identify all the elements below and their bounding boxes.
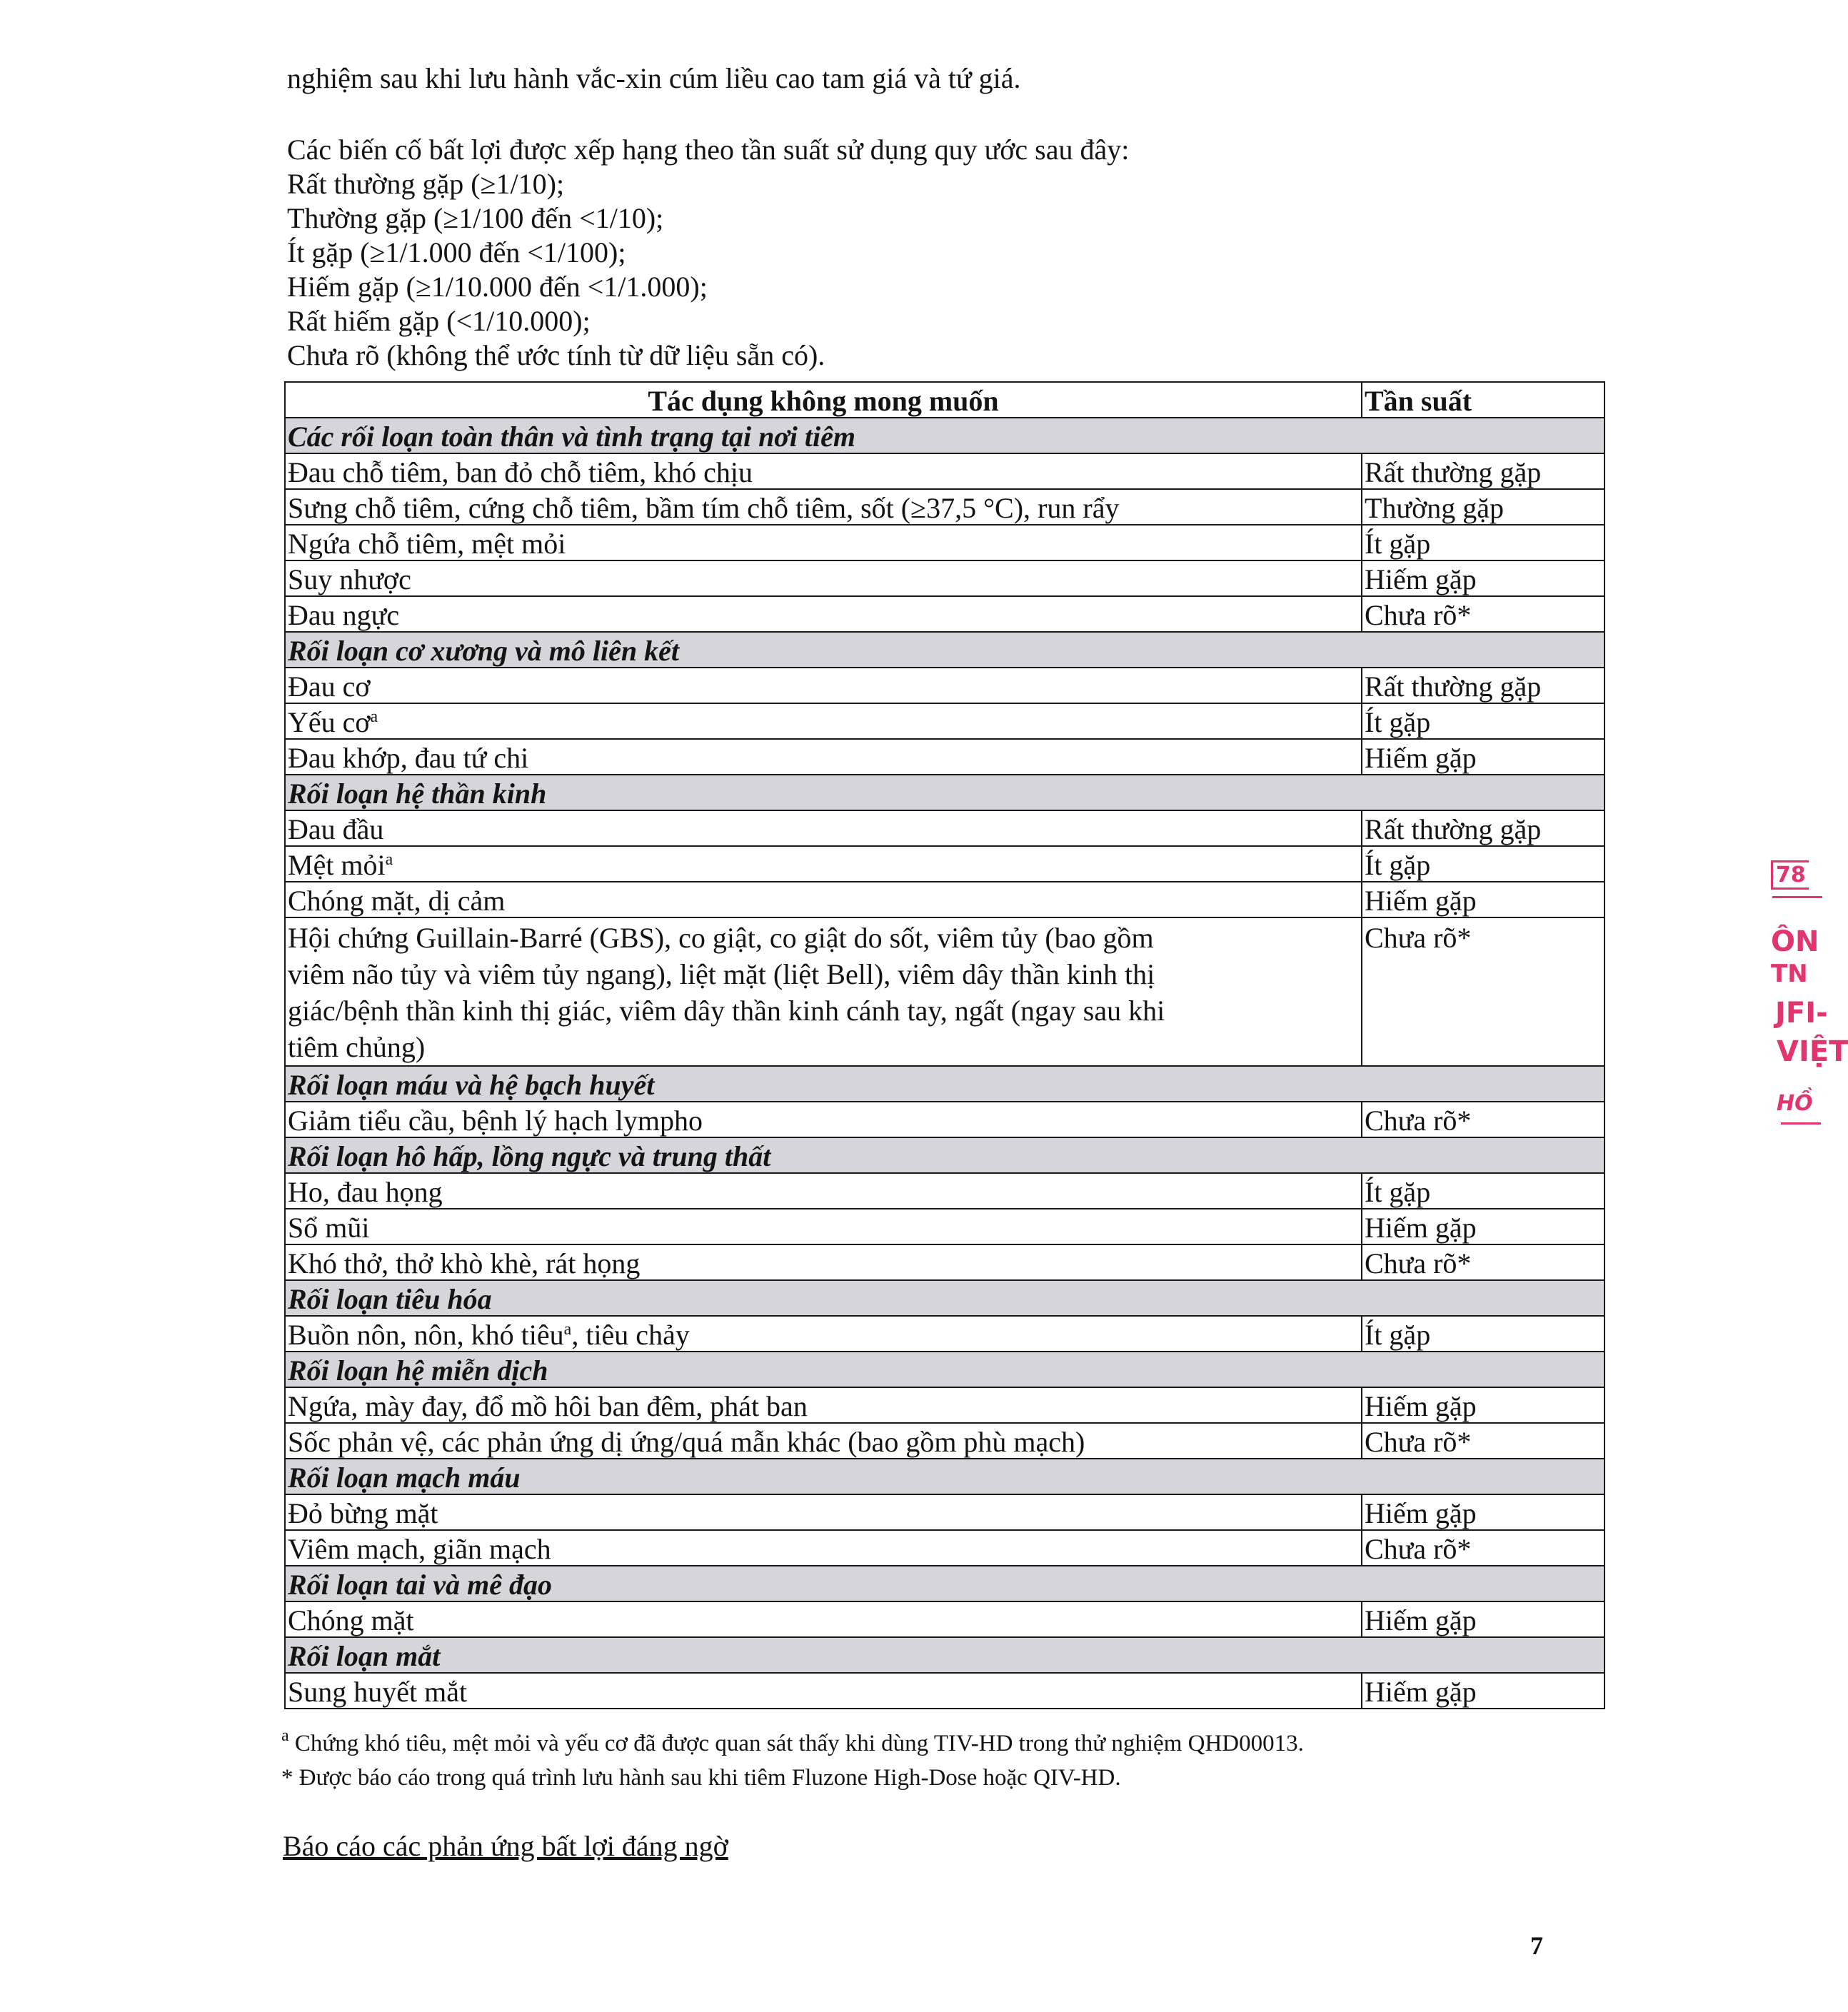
- table-row: [285, 668, 1605, 703]
- footnote-a-text: Chứng khó tiêu, mệt mỏi và yếu cơ đã được quan sát thấy khi dùng TIV-HD trong thử nghiệm QHD00013.: [288, 1731, 1304, 1756]
- frequency-cell: Hiếm gặp: [1362, 1494, 1605, 1530]
- effect-cell: [285, 668, 1362, 703]
- category-heading: Rối loạn mắt: [285, 1637, 1605, 1673]
- effect-text: Đỏ bừng mặt: [288, 1497, 438, 1529]
- frequency-definition: Chưa rõ (không thể ước tính từ dữ liệu sẵn có).: [287, 339, 825, 371]
- footnote-marker: a: [563, 1320, 572, 1339]
- frequency-convention: [287, 133, 1129, 373]
- effect-text: Khó thở, thở khò khè, rát họng: [288, 1247, 641, 1279]
- stamp-fragment-6: HỒ: [1777, 1091, 1813, 1116]
- frequency-cell: Ít gặp: [1362, 1316, 1605, 1352]
- table-row: [285, 1209, 1605, 1244]
- effect-cell: [285, 739, 1362, 775]
- effect-text: Đau đầu: [288, 813, 384, 845]
- effect-cell: [285, 1244, 1362, 1280]
- effect-text-line: viêm não tủy và viêm tủy ngang), liệt mặt (liệt Bell), viêm dây thần kinh thị: [288, 958, 1155, 990]
- table-row: [285, 453, 1605, 489]
- category-row: [285, 632, 1605, 668]
- page-number: 7: [1530, 1931, 1543, 1960]
- category-heading: Rối loạn mạch máu: [285, 1459, 1605, 1494]
- stamp-fragment-5: VIỆT: [1777, 1035, 1848, 1068]
- category-heading: Rối loạn máu và hệ bạch huyết: [285, 1066, 1605, 1102]
- effect-text: Sổ mũi: [288, 1212, 370, 1244]
- frequency-definition: Rất hiếm gặp (<1/10.000);: [287, 305, 591, 337]
- category-heading: Rối loạn tai và mê đạo: [285, 1566, 1605, 1601]
- frequency-definition: Ít gặp (≥1/1.000 đến <1/100);: [287, 236, 626, 268]
- table-row: [285, 1173, 1605, 1209]
- effect-text: Ngứa chỗ tiêm, mệt mỏi: [288, 528, 566, 560]
- effect-text: Đau chỗ tiêm, ban đỏ chỗ tiêm, khó chịu: [288, 456, 753, 488]
- table-row: [285, 846, 1605, 882]
- effect-cell: [285, 1102, 1362, 1137]
- frequency-cell: Chưa rõ*: [1362, 1530, 1605, 1566]
- effect-cell: [285, 1494, 1362, 1530]
- frequency-intro: Các biến cố bất lợi được xếp hạng theo tần suất sử dụng quy ước sau đây:: [287, 134, 1130, 166]
- effect-text-line: tiêm chủng): [288, 1031, 426, 1063]
- category-row: [285, 1566, 1605, 1601]
- effect-text-line: Hội chứng Guillain-Barré (GBS), co giật, co giật do sốt, viêm tủy (bao gồm: [288, 922, 1154, 954]
- effect-text: Ho, đau họng: [288, 1176, 443, 1208]
- intro-continuation: nghiệm sau khi lưu hành vắc-xin cúm liều cao tam giá và tứ giá.: [287, 62, 1021, 94]
- effect-cell: [285, 1601, 1362, 1637]
- frequency-definition: Rất thường gặp (≥1/10);: [287, 168, 565, 200]
- table-row: [285, 1530, 1605, 1566]
- table-row: [285, 882, 1605, 917]
- category-heading: Rối loạn cơ xương và mô liên kết: [285, 632, 1605, 668]
- category-heading: Rối loạn hệ thần kinh: [285, 775, 1605, 810]
- frequency-cell: Chưa rõ*: [1362, 917, 1605, 1066]
- table-row: [285, 810, 1605, 846]
- table-row: [285, 1102, 1605, 1137]
- category-row: [285, 1066, 1605, 1102]
- frequency-cell: Chưa rõ*: [1362, 1102, 1605, 1137]
- table-row: [285, 525, 1605, 560]
- effect-cell: [285, 1316, 1362, 1352]
- effect-text: Viêm mạch, giãn mạch: [288, 1533, 551, 1565]
- frequency-cell: Ít gặp: [1362, 1173, 1605, 1209]
- category-row: [285, 418, 1605, 453]
- frequency-column-header: Tần suất: [1362, 382, 1605, 418]
- stamp-fragment-4: JFI-: [1775, 997, 1828, 1030]
- category-heading: Rối loạn hệ miễn dịch: [285, 1352, 1605, 1387]
- table-row: [285, 596, 1605, 632]
- frequency-cell: Chưa rõ*: [1362, 1244, 1605, 1280]
- table-body: [285, 418, 1605, 1709]
- effect-text: Buồn nôn, nôn, khó tiêu: [288, 1319, 564, 1351]
- frequency-definition: Thường gặp (≥1/100 đến <1/10);: [287, 202, 664, 234]
- effect-cell: [285, 525, 1362, 560]
- effect-cell: [285, 1673, 1362, 1709]
- stamp-fragment-1: 78: [1771, 860, 1809, 890]
- table-row: [285, 1316, 1605, 1352]
- frequency-definition: Hiếm gặp (≥1/10.000 đến <1/1.000);: [287, 271, 708, 303]
- effect-cell: [285, 489, 1362, 525]
- table-row: [285, 1423, 1605, 1459]
- next-section-heading: Báo cáo các phản ứng bất lợi đáng ngờ: [283, 1830, 728, 1862]
- frequency-cell: Ít gặp: [1362, 846, 1605, 882]
- category-row: [285, 775, 1605, 810]
- table-row: [285, 703, 1605, 739]
- frequency-cell: Hiếm gặp: [1362, 1387, 1605, 1423]
- frequency-cell: Ít gặp: [1362, 525, 1605, 560]
- effect-text: Đau cơ: [288, 670, 371, 703]
- table-header-row: [285, 382, 1605, 418]
- frequency-cell: Hiếm gặp: [1362, 739, 1605, 775]
- frequency-definitions-list: [287, 167, 1129, 373]
- effect-cell: [285, 560, 1362, 596]
- effect-cell: [285, 917, 1362, 1066]
- frequency-cell: Hiếm gặp: [1362, 1673, 1605, 1709]
- official-stamp-fragment: [1769, 857, 1848, 1157]
- effect-cell: [285, 846, 1362, 882]
- table-row: [285, 739, 1605, 775]
- effect-text: Sưng chỗ tiêm, cứng chỗ tiêm, bầm tím chỗ tiêm, sốt (≥37,5 °C), run rẩy: [288, 492, 1120, 524]
- footnote-a: [281, 1726, 1304, 1758]
- effect-text: Đau khớp, đau tứ chi: [288, 742, 529, 774]
- table-row: [285, 1494, 1605, 1530]
- effect-text: Chóng mặt, dị cảm: [288, 885, 506, 917]
- footnote-marker: a: [385, 850, 393, 869]
- frequency-cell: Rất thường gặp: [1362, 810, 1605, 846]
- effect-cell: [285, 810, 1362, 846]
- table-row: [285, 917, 1605, 1066]
- stamp-rule-bottom: [1781, 1122, 1821, 1125]
- frequency-cell: Chưa rõ*: [1362, 596, 1605, 632]
- frequency-cell: Rất thường gặp: [1362, 668, 1605, 703]
- stamp-fragment-2: ÔN: [1771, 925, 1819, 958]
- category-row: [285, 1280, 1605, 1316]
- frequency-cell: Chưa rõ*: [1362, 1423, 1605, 1459]
- table-row: [285, 1244, 1605, 1280]
- effect-cell: [285, 1209, 1362, 1244]
- effect-text: Suy nhược: [288, 563, 411, 595]
- footnote-marker: a: [370, 708, 378, 726]
- category-heading: Rối loạn tiêu hóa: [285, 1280, 1605, 1316]
- effect-column-header: Tác dụng không mong muốn: [285, 382, 1362, 418]
- category-heading: Các rối loạn toàn thân và tình trạng tại nơi tiêm: [285, 418, 1605, 453]
- effect-text: Yếu cơ: [288, 706, 371, 738]
- category-row: [285, 1137, 1605, 1173]
- effect-text: Sốc phản vệ, các phản ứng dị ứng/quá mẫn khác (bao gồm phù mạch): [288, 1426, 1085, 1458]
- effect-cell: [285, 1423, 1362, 1459]
- table-row: [285, 1387, 1605, 1423]
- effect-text: Giảm tiểu cầu, bệnh lý hạch lympho: [288, 1105, 703, 1137]
- effect-text-line: giác/bệnh thần kinh thị giác, viêm dây thần kinh cánh tay, ngất (ngay sau khi: [288, 995, 1165, 1027]
- frequency-cell: Hiếm gặp: [1362, 1209, 1605, 1244]
- table-row: [285, 1673, 1605, 1709]
- frequency-cell: Ít gặp: [1362, 703, 1605, 739]
- category-heading: Rối loạn hô hấp, lồng ngực và trung thất: [285, 1137, 1605, 1173]
- effect-text: Mệt mỏi: [288, 849, 386, 881]
- effect-cell: [285, 1173, 1362, 1209]
- category-row: [285, 1459, 1605, 1494]
- effect-text: Sung huyết mắt: [288, 1676, 468, 1708]
- effect-cell: [285, 596, 1362, 632]
- effect-cell: [285, 1387, 1362, 1423]
- frequency-cell: Hiếm gặp: [1362, 882, 1605, 917]
- footnote-a-marker: a: [281, 1726, 289, 1745]
- table-row: [285, 560, 1605, 596]
- effect-cell: [285, 882, 1362, 917]
- stamp-fragment-3: TN: [1771, 960, 1808, 988]
- effect-cell: [285, 1530, 1362, 1566]
- effect-text-continued: , tiêu chảy: [571, 1319, 690, 1351]
- effect-cell: [285, 453, 1362, 489]
- frequency-cell: Thường gặp: [1362, 489, 1605, 525]
- category-row: [285, 1637, 1605, 1673]
- effect-text: Ngứa, mày đay, đổ mồ hôi ban đêm, phát ban: [288, 1390, 808, 1422]
- footnote-star: * Được báo cáo trong quá trình lưu hành sau khi tiêm Fluzone High-Dose hoặc QIV-HD.: [281, 1765, 1121, 1791]
- frequency-cell: Hiếm gặp: [1362, 1601, 1605, 1637]
- frequency-cell: Rất thường gặp: [1362, 453, 1605, 489]
- adverse-effects-table: [284, 381, 1605, 1709]
- category-row: [285, 1352, 1605, 1387]
- effect-cell: [285, 703, 1362, 739]
- effect-text: Chóng mặt: [288, 1604, 414, 1636]
- stamp-rule: [1772, 896, 1822, 898]
- effect-text: Đau ngực: [288, 599, 400, 631]
- table-row: [285, 1601, 1605, 1637]
- table-row: [285, 489, 1605, 525]
- frequency-cell: Hiếm gặp: [1362, 560, 1605, 596]
